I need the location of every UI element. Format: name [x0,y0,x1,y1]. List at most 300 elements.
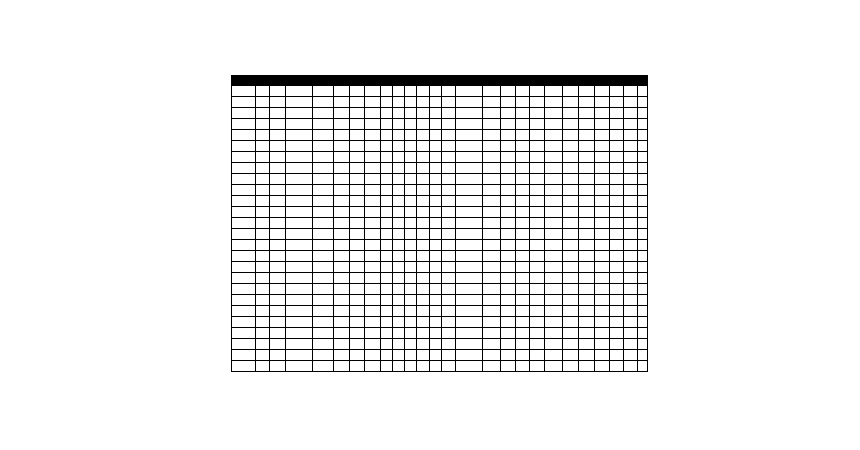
table-cell [430,130,442,141]
table-cell [456,207,483,218]
table-cell [610,339,624,350]
table-cell [563,229,579,240]
table-cell [530,295,545,306]
table-cell [579,163,595,174]
table-cell [365,141,381,152]
table-cell [350,350,365,361]
table-cell [405,207,417,218]
table-cell [483,328,501,339]
table-cell [365,251,381,262]
row-label-cell [232,174,256,185]
table-cell [624,163,638,174]
table-cell [638,251,648,262]
table-cell [270,295,286,306]
table-cell [595,108,610,119]
table-cell [405,317,417,328]
table-cell [595,306,610,317]
row-label-cell [232,119,256,130]
table-cell [442,130,456,141]
table-row [232,328,648,339]
table-cell [483,207,501,218]
table-cell [365,174,381,185]
table-cell [579,196,595,207]
table-cell [256,141,270,152]
table-row [232,163,648,174]
table-cell [313,196,334,207]
table-cell [595,328,610,339]
table-cell [624,97,638,108]
table-cell [256,284,270,295]
table-cell [405,130,417,141]
table-cell [516,218,530,229]
table-cell [381,306,393,317]
row-label-cell [232,108,256,119]
table-cell [256,317,270,328]
table-cell [638,163,648,174]
table-cell [624,240,638,251]
table-cell [516,350,530,361]
table-cell [286,141,313,152]
table-cell [334,185,350,196]
table-cell [579,119,595,130]
column-header [334,76,350,86]
table-cell [483,185,501,196]
column-header [516,76,530,86]
table-cell [286,86,313,97]
table-cell [334,152,350,163]
table-cell [501,350,516,361]
table-cell [256,273,270,284]
table-cell [516,273,530,284]
row-label-cell [232,130,256,141]
table-cell [334,108,350,119]
table-cell [483,218,501,229]
table-cell [579,108,595,119]
table-cell [334,273,350,284]
table-cell [286,218,313,229]
table-cell [393,130,405,141]
table-cell [430,207,442,218]
table-cell [483,163,501,174]
table-cell [393,284,405,295]
table-row [232,86,648,97]
table-cell [530,284,545,295]
table-cell [417,152,430,163]
table-cell [393,361,405,372]
table-cell [530,240,545,251]
row-label-cell [232,196,256,207]
table-row [232,97,648,108]
table-cell [579,86,595,97]
table-cell [456,295,483,306]
table-cell [365,350,381,361]
table-row [232,262,648,273]
row-label-cell [232,141,256,152]
table-cell [624,130,638,141]
table-cell [393,306,405,317]
table-cell [381,339,393,350]
table-cell [545,350,563,361]
table-cell [638,361,648,372]
table-cell [417,108,430,119]
table-cell [579,174,595,185]
table-cell [610,119,624,130]
table-cell [430,86,442,97]
table-cell [516,251,530,262]
table-cell [313,361,334,372]
table-cell [501,240,516,251]
table-cell [381,328,393,339]
table-cell [456,86,483,97]
table-cell [563,141,579,152]
table-cell [405,229,417,240]
table-cell [545,185,563,196]
table-cell [334,306,350,317]
table-cell [545,174,563,185]
table-cell [501,108,516,119]
row-label-cell [232,273,256,284]
table-cell [417,163,430,174]
table-cell [610,218,624,229]
table-cell [350,218,365,229]
table-cell [417,185,430,196]
table-cell [595,251,610,262]
table-cell [442,350,456,361]
table-cell [545,273,563,284]
table-cell [270,130,286,141]
column-header [595,76,610,86]
table-cell [365,207,381,218]
table-cell [430,295,442,306]
table-cell [516,295,530,306]
table-cell [256,361,270,372]
table-cell [405,262,417,273]
table-cell [365,306,381,317]
row-label-cell [232,86,256,97]
column-header [579,76,595,86]
table-cell [456,361,483,372]
table-cell [638,185,648,196]
table-cell [365,273,381,284]
table-cell [286,350,313,361]
table-row [232,174,648,185]
table-cell [563,130,579,141]
table-cell [456,141,483,152]
table-cell [405,251,417,262]
table-cell [516,361,530,372]
table-cell [313,119,334,130]
table-cell [624,185,638,196]
table-cell [417,207,430,218]
row-label-cell [232,152,256,163]
table-cell [563,295,579,306]
table-cell [530,339,545,350]
table-cell [501,130,516,141]
table-cell [516,207,530,218]
table-cell [442,152,456,163]
table-cell [270,273,286,284]
table-cell [530,152,545,163]
table-cell [638,119,648,130]
table-cell [456,185,483,196]
table-cell [610,317,624,328]
table-header-row [232,76,648,86]
table-cell [483,119,501,130]
table-cell [393,196,405,207]
table-cell [545,306,563,317]
table-cell [456,273,483,284]
table-cell [501,152,516,163]
table-cell [365,317,381,328]
table-cell [442,251,456,262]
table-cell [334,86,350,97]
table-cell [624,86,638,97]
table-cell [595,97,610,108]
table-cell [430,163,442,174]
table-cell [442,119,456,130]
table-cell [350,284,365,295]
table-cell [350,273,365,284]
table-cell [545,339,563,350]
table-cell [393,251,405,262]
table-cell [501,141,516,152]
table-cell [545,218,563,229]
table-cell [610,185,624,196]
table-cell [313,339,334,350]
table-cell [365,152,381,163]
table-cell [595,240,610,251]
table-cell [501,328,516,339]
table-cell [286,251,313,262]
table-cell [501,86,516,97]
table-cell [430,284,442,295]
table-cell [442,86,456,97]
table-cell [405,295,417,306]
table-cell [483,130,501,141]
table-cell [595,174,610,185]
table-cell [381,207,393,218]
table-cell [350,295,365,306]
table-cell [442,207,456,218]
table-cell [417,273,430,284]
table-row [232,240,648,251]
table-cell [545,207,563,218]
table-cell [270,306,286,317]
table-cell [256,229,270,240]
table-cell [430,273,442,284]
table-cell [638,207,648,218]
column-header [365,76,381,86]
column-header [256,76,270,86]
table-cell [595,152,610,163]
table-cell [624,317,638,328]
table-cell [579,306,595,317]
table-cell [579,185,595,196]
table-cell [610,306,624,317]
table-cell [610,163,624,174]
table-cell [516,262,530,273]
table-cell [381,218,393,229]
table-cell [350,174,365,185]
table-row [232,207,648,218]
table-cell [405,284,417,295]
table-cell [563,163,579,174]
table-cell [516,229,530,240]
table-cell [638,273,648,284]
table-cell [516,108,530,119]
table-cell [393,174,405,185]
table-cell [483,174,501,185]
table-cell [530,108,545,119]
table-cell [350,328,365,339]
table-cell [545,262,563,273]
table-cell [563,251,579,262]
table-cell [530,163,545,174]
table-cell [430,229,442,240]
table-cell [563,339,579,350]
table-cell [334,97,350,108]
column-header [545,76,563,86]
table-cell [483,262,501,273]
table-cell [405,185,417,196]
table-cell [334,141,350,152]
table-cell [417,130,430,141]
table-cell [417,86,430,97]
table-cell [456,229,483,240]
table-cell [417,196,430,207]
table-cell [334,218,350,229]
table-cell [430,350,442,361]
table-cell [393,262,405,273]
table-cell [563,350,579,361]
table-cell [545,284,563,295]
table-cell [579,273,595,284]
table-cell [483,196,501,207]
table-cell [610,196,624,207]
table-cell [430,119,442,130]
table-cell [456,339,483,350]
table-cell [405,328,417,339]
table-cell [430,251,442,262]
table-cell [270,218,286,229]
table-cell [350,163,365,174]
table-cell [381,273,393,284]
table-cell [381,350,393,361]
table-cell [638,152,648,163]
table-cell [350,229,365,240]
column-header [624,76,638,86]
table-cell [334,119,350,130]
table-cell [483,108,501,119]
row-label-cell [232,163,256,174]
table-cell [334,229,350,240]
table-cell [456,240,483,251]
table-cell [270,174,286,185]
table-cell [456,97,483,108]
row-label-cell [232,317,256,328]
table-cell [579,240,595,251]
table-cell [563,97,579,108]
table-cell [286,130,313,141]
table-cell [579,361,595,372]
row-label-cell [232,306,256,317]
table-cell [393,328,405,339]
table-cell [393,119,405,130]
table-cell [256,130,270,141]
table-cell [610,174,624,185]
table-cell [456,119,483,130]
table-cell [286,185,313,196]
table-cell [365,361,381,372]
table-cell [417,174,430,185]
table-cell [483,152,501,163]
table-cell [256,328,270,339]
table-cell [530,196,545,207]
table-cell [270,339,286,350]
table-cell [483,284,501,295]
column-header [501,76,516,86]
table-cell [442,141,456,152]
table-row [232,317,648,328]
row-label-cell [232,339,256,350]
table-cell [256,97,270,108]
table-cell [483,306,501,317]
table-cell [417,262,430,273]
table-cell [610,141,624,152]
table-cell [350,141,365,152]
table-cell [350,207,365,218]
column-header [530,76,545,86]
table-cell [563,207,579,218]
table-cell [516,328,530,339]
table-cell [393,273,405,284]
table-cell [545,361,563,372]
column-header [563,76,579,86]
table-cell [286,229,313,240]
table-cell [417,229,430,240]
table-cell [501,185,516,196]
table-cell [256,119,270,130]
table-cell [270,361,286,372]
table-cell [545,295,563,306]
table-cell [430,141,442,152]
table-cell [365,218,381,229]
table-cell [270,317,286,328]
table-cell [365,185,381,196]
table-cell [610,361,624,372]
table-cell [365,229,381,240]
table-cell [563,273,579,284]
table-cell [405,97,417,108]
table-cell [563,108,579,119]
table-cell [256,251,270,262]
table-cell [545,130,563,141]
table-cell [563,361,579,372]
table-cell [483,141,501,152]
table-cell [483,361,501,372]
table-cell [624,284,638,295]
table-cell [286,174,313,185]
table-cell [313,240,334,251]
table-cell [516,141,530,152]
table-cell [350,108,365,119]
table-row [232,273,648,284]
table-cell [417,240,430,251]
table-cell [313,163,334,174]
table-cell [595,361,610,372]
table-row [232,295,648,306]
table-cell [530,207,545,218]
